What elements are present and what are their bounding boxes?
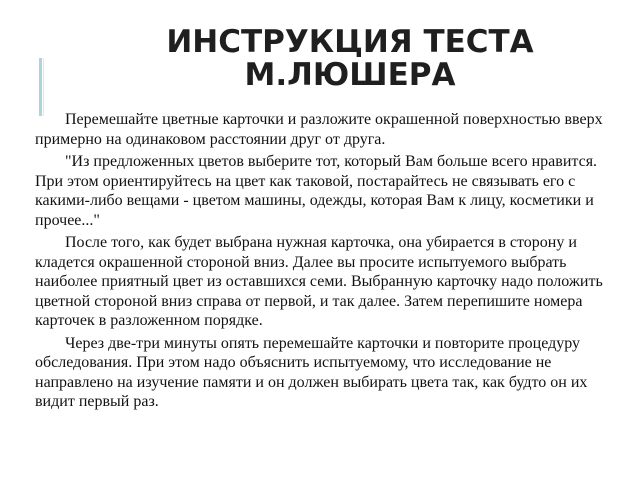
title-line-2: М.ЛЮШЕРА bbox=[244, 57, 456, 93]
paragraph-next-card: После того, как будет выбрана нужная карточка, она убирается в сторону и кладется окрашенной стороной вниз. Далее вы просите испытуемого выбрать наиболее приятный цвет из оставшихся семи. Выбранную карточку надо положить цветной стороной вниз справа от первой, и так далее. Затем перепишите номера карточек в разложенном порядке. bbox=[35, 234, 603, 329]
slide-title bbox=[140, 26, 560, 92]
instruction-body bbox=[35, 110, 605, 415]
title-line-1: ИНСТРУКЦИЯ ТЕСТА bbox=[166, 24, 534, 60]
accent-bar bbox=[39, 58, 42, 116]
accent-bar-thin bbox=[43, 58, 44, 116]
paragraph-shuffle-cards: Перемешайте цветные карточки и разложите окрашенной поверхностью вверх примерно на одинаковом расстоянии друг от друга. bbox=[35, 111, 603, 148]
paragraph-choose-color: "Из предложенных цветов выберите тот, который Вам больше всего нравится. При этом ориентируйтесь на цвет как таковой, постарайтесь не связывать его с какими-либо вещами - цветом машины, одежды, которая Вам к лицу, косметики и прочее..." bbox=[35, 153, 598, 229]
paragraph-repeat: Через две-три минуты опять перемешайте карточки и повторите процедуру обследования. При этом надо объяснить испытуемому, что исследование не направлено на изучение памяти и он должен выбирать цвета так, как будто он их видит первый раз. bbox=[35, 334, 588, 410]
